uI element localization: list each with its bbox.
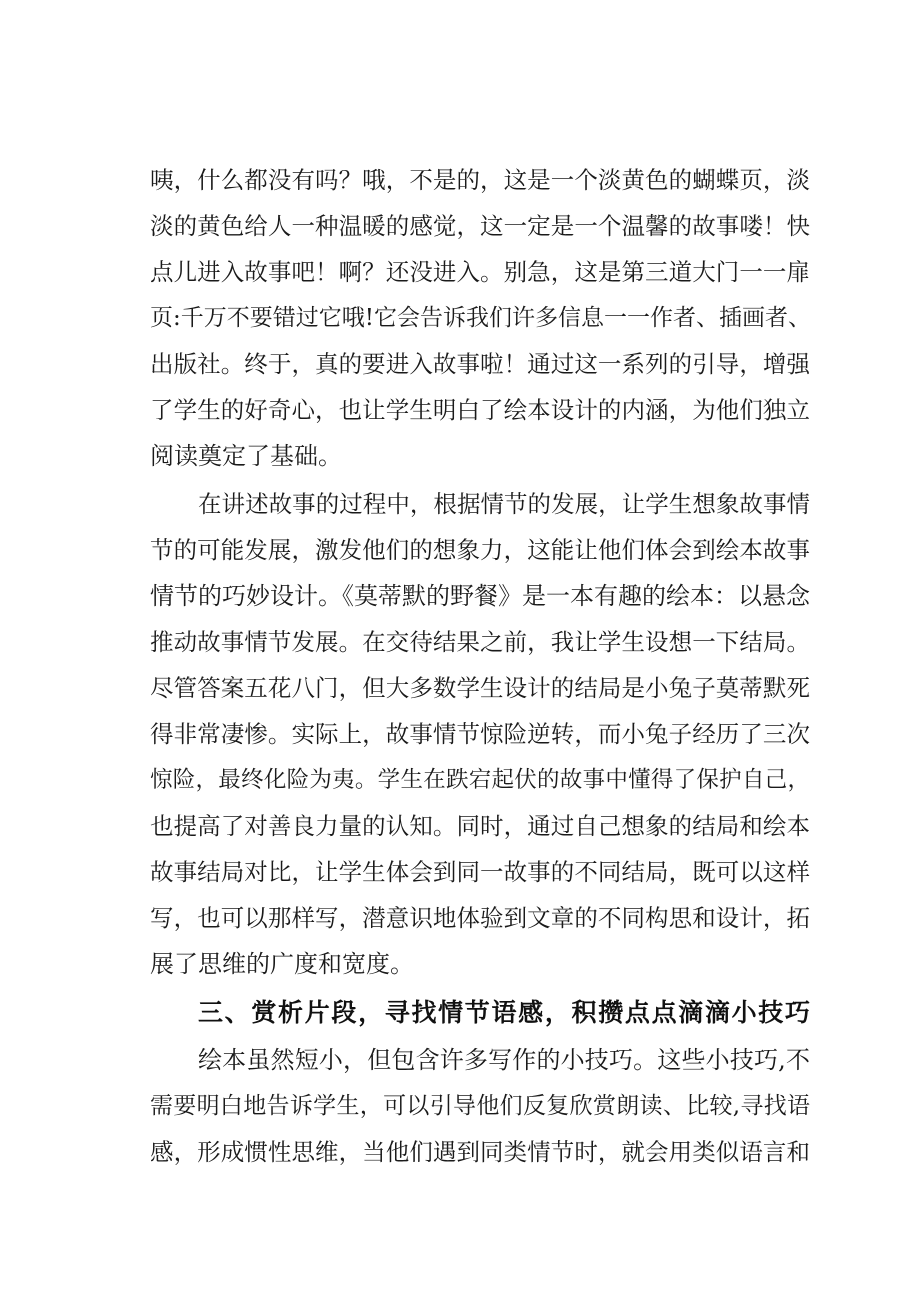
body-text-line: 节的可能发展，激发他们的想象力，这能让他们体会到绘本故事 [150,536,810,564]
body-text-line: 写，也可以那样写，潜意识地体验到文章的不同构思和设计，拓 [150,904,810,932]
body-text-line: 推动故事情节发展。在交待结果之前，我让学生设想一下结局。 [150,628,810,656]
body-text-line: 展了思维的广度和宽度。 [150,950,414,978]
body-text-line: 点儿进入故事吧！啊？还没进入。别急，这是第三道大门一一扉 [150,258,810,286]
body-text-line: 情节的巧妙设计。《莫蒂默的野餐》是一本有趣的绘本：以悬念 [150,582,810,610]
body-text-line: 绘本虽然短小，但包含许多写作的小技巧。这些小技巧,不 [198,1046,810,1074]
body-text-line: 页:千万不要错过它哦!它会告诉我们许多信息一一作者、插画者、 [150,305,811,331]
body-text-line: 故事结局对比，让学生体会到同一故事的不同结局，既可以这样 [150,858,810,886]
body-text-line: 感，形成惯性思维，当他们遇到同类情节时，就会用类似语言和 [150,1138,810,1166]
body-text-line: 了学生的好奇心，也让学生明白了绘本设计的内涵，为他们独立 [150,396,810,424]
body-text-line: 阅读奠定了基础。 [150,442,342,470]
body-text-line: 在讲述故事的过程中，根据情节的发展，让学生想象故事情 [198,490,810,518]
body-text-line: 也提高了对善良力量的认知。同时，通过自己想象的结局和绘本 [150,812,810,840]
body-text-line: 咦，什么都没有吗？哦，不是的，这是一个淡黄色的蝴蝶页，淡 [150,166,810,194]
body-text-line: 出版社。终于，真的要进入故事啦！通过这一系列的引导，增强 [150,350,810,378]
body-text-line: 需要明白地告诉学生，可以引导他们反复欣赏朗读、比较,寻找语 [150,1093,810,1119]
body-text-line: 惊险，最终化险为夷。学生在跌宕起伏的故事中懂得了保护自己， [150,767,810,793]
section-heading: 三、赏析片段，寻找情节语感，积攒点点滴滴小技巧 [198,998,810,1027]
body-text-line: 得非常凄惨。实际上，故事情节惊险逆转，而小兔子经历了三次 [150,720,810,748]
body-text-line: 尽管答案五花八门，但大多数学生设计的结局是小兔子莫蒂默死 [150,674,810,702]
body-text-line: 淡的黄色给人一种温暖的感觉，这一定是一个温馨的故事喽！快 [150,212,810,240]
